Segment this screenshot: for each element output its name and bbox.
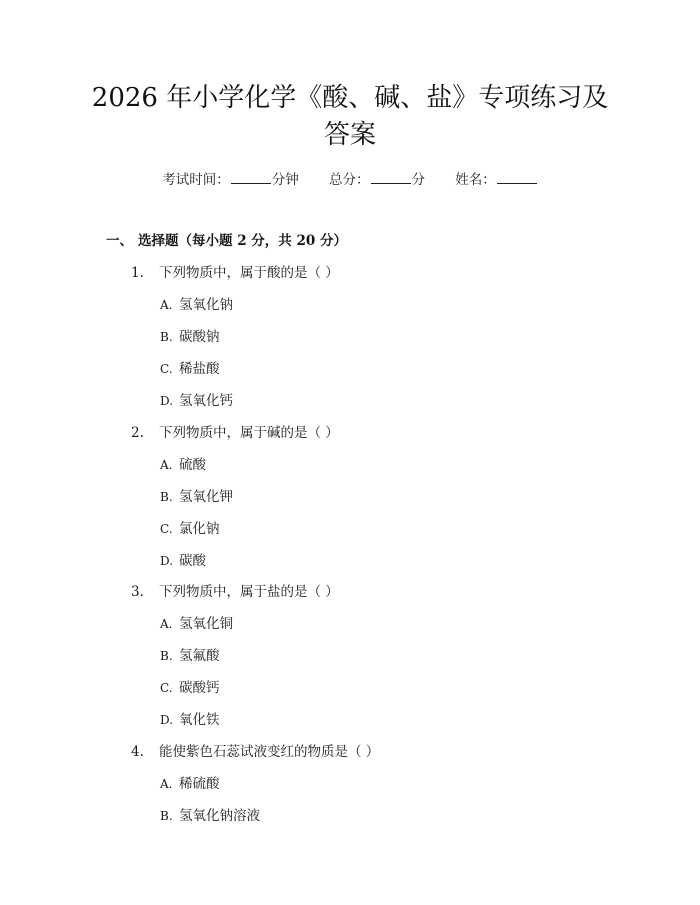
title-line-2: 答案 [323, 120, 376, 150]
question-2-option-a [160, 453, 206, 473]
option-text: 稀硫酸 [179, 776, 220, 792]
option-letter: D. [160, 554, 174, 568]
question-number: 2. [131, 425, 144, 441]
title-line-1: 2026 年小学化学《酸、碱、盐》专项练习及 [91, 83, 609, 113]
option-text: 稀盐酸 [179, 361, 220, 377]
option-text: 碳酸钙 [179, 680, 220, 696]
section-number: 一、 [106, 233, 133, 249]
question-3-option-a [160, 612, 233, 632]
question-number: 3. [131, 584, 144, 600]
question-3-option-b [160, 644, 220, 664]
option-letter: A. [160, 458, 173, 472]
option-letter: B. [160, 809, 173, 823]
question-4-option-b [160, 804, 260, 824]
question-number: 4. [131, 744, 144, 760]
question-3-option-d [160, 708, 220, 728]
student-name-label: 姓名： [455, 172, 496, 188]
question-2 [131, 421, 339, 441]
exam-time-label: 考试时间： [162, 172, 230, 188]
option-letter: C. [160, 681, 173, 695]
total-score-blank [371, 171, 411, 184]
question-2-option-c [160, 517, 220, 537]
question-3 [131, 580, 339, 600]
exam-time-unit: 分钟 [271, 172, 299, 188]
option-letter: B. [160, 649, 173, 663]
student-name-field [455, 172, 538, 188]
question-1-option-c [160, 357, 220, 377]
question-2-option-d [160, 549, 206, 569]
question-number: 1. [131, 265, 144, 281]
section-heading [106, 229, 347, 249]
question-text: 能使紫色石蕊试液变红的物质是（ ） [159, 744, 380, 760]
option-text: 氢氧化钠 [179, 297, 233, 313]
option-letter: B. [160, 330, 173, 344]
exam-time-blank [231, 171, 271, 184]
option-text: 硫酸 [179, 457, 206, 473]
question-1-option-b [160, 325, 220, 345]
total-score-label: 总分： [329, 172, 370, 188]
question-text: 下列物质中，属于碱的是（ ） [159, 425, 339, 441]
option-text: 氢氟酸 [179, 648, 220, 664]
option-text: 碳酸 [179, 553, 206, 569]
question-4 [131, 740, 379, 760]
option-text: 氢氧化钠溶液 [179, 808, 260, 824]
option-text: 氢氧化钾 [179, 489, 233, 505]
question-1-option-d [160, 389, 233, 409]
question-2-option-b [160, 485, 233, 505]
option-letter: C. [160, 522, 173, 536]
option-text: 氧化铁 [179, 712, 220, 728]
student-name-blank [497, 171, 537, 184]
option-text: 氢氧化钙 [179, 393, 233, 409]
total-score-field [329, 172, 425, 188]
option-letter: A. [160, 777, 173, 791]
option-letter: B. [160, 490, 173, 504]
option-letter: A. [160, 298, 173, 312]
question-1 [131, 261, 339, 281]
question-text: 下列物质中，属于盐的是（ ） [159, 584, 339, 600]
exam-time-field [162, 172, 299, 188]
section-title: 选择题（每小题 2 分，共 20 分） [138, 233, 347, 249]
question-4-option-a [160, 772, 220, 792]
exam-info-line [0, 168, 700, 188]
total-score-unit: 分 [411, 172, 425, 188]
option-letter: C. [160, 362, 173, 376]
option-letter: D. [160, 394, 174, 408]
question-1-option-a [160, 293, 233, 313]
option-text: 碳酸钠 [179, 329, 220, 345]
option-text: 氯化钠 [179, 521, 220, 537]
question-3-option-c [160, 676, 220, 696]
document-title [90, 80, 610, 154]
question-text: 下列物质中，属于酸的是（ ） [159, 265, 339, 281]
option-text: 氢氧化铜 [179, 616, 233, 632]
option-letter: A. [160, 617, 173, 631]
option-letter: D. [160, 713, 174, 727]
